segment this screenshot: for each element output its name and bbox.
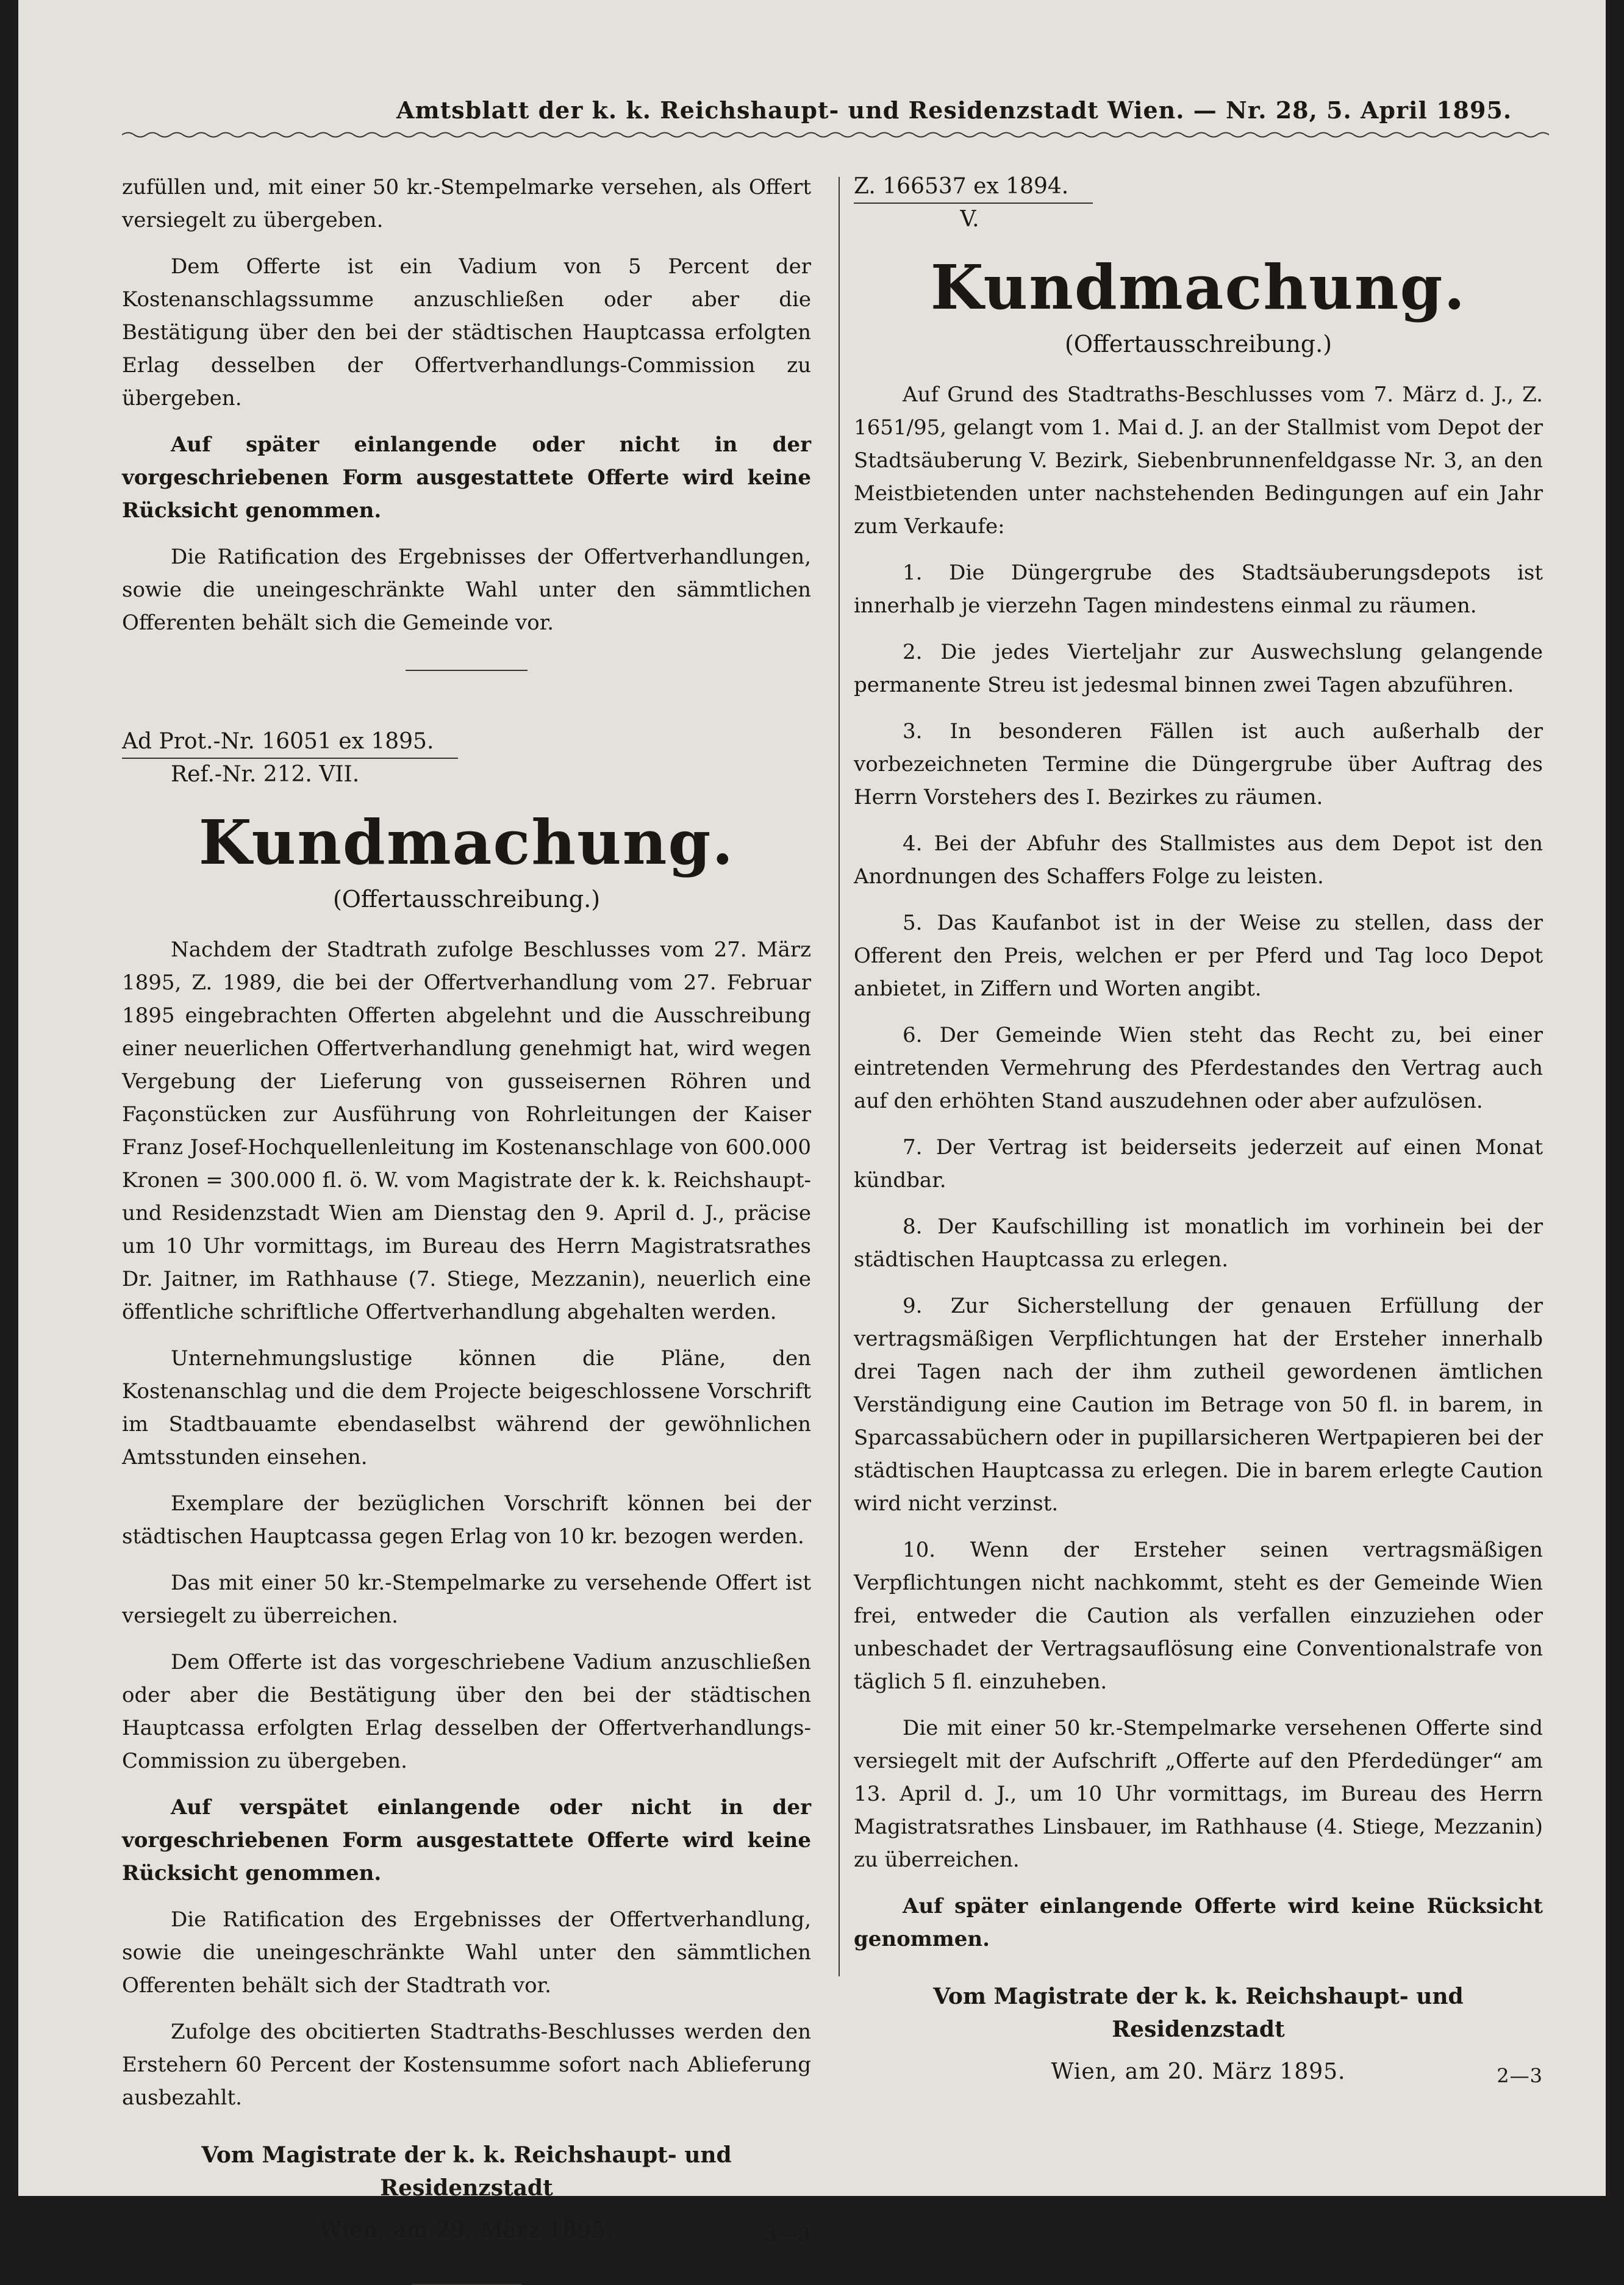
condition-item: 9. Zur Sicherstellung der genauen Erfüllung der vertragsmäßigen Verpflichtungen hat der Ersteher innerhalb drei Tagen nach der ihm zutheil gewordenen ämtlichen Verständigung eine Caution im Betrage von 50 fl. in barem, in Sparcassabüchern oder in pupillarsicheren Wertpapieren bei der städtischen Hauptcassa zu erlegen. Die in barem erlegte Caution wird nicht verzinst. <box>854 1294 1543 1516</box>
right-reference-number <box>854 171 1543 204</box>
page-header: Amtsblatt der k. k. Reichshaupt- und Residenzstadt Wien. — Nr. 28, 5. April 1895. <box>396 96 1512 124</box>
right-date-line <box>854 2056 1543 2089</box>
right-late-paragraph: Auf später einlangende Offerte wird keine Rücksicht genommen. <box>854 1894 1543 1951</box>
left-paragraph-5: Dem Offerte ist das vorgeschriebene Vadium anzuschließen oder aber die Bestätigung über den bei der städtischen Hauptcassa erfolgten Erlag desselben der Offertverhandlungs-Commission zu übergeben. <box>122 1650 811 1773</box>
condition-item: 3. In besonderen Fällen ist auch außerhalb der vorbezeichneten Termine die Düngergrube über Auftrag des Herrn Vorstehers des I. Bezirkes zu räumen. <box>854 719 1543 809</box>
left-cont-paragraph-1: zufüllen und, mit einer 50 kr.-Stempelmarke versehen, als Offert versiegelt zu übergeben. <box>122 175 811 232</box>
left-notice-subtitle: (Offertausschreibung.) <box>332 886 601 913</box>
left-reference-secondary: Ref.-Nr. 212. VII. <box>171 762 360 787</box>
left-paragraph-1: Nachdem der Stadtrath zufolge Beschlusses vom 27. März 1895, Z. 1989, die bei der Offertverhandlung vom 27. Februar 1895 eingebrachten Offerten abgelehnt und die Ausschreibung einer neuerlichen Offertverhandlung genehmigt hat, wird wegen Vergebung der Lieferung von gusseisernen Röhren und Façonstücken zur Ausführung von Rohrleitungen der Kaiser Franz Josef-Hochquellenleitung im Kostenanschlage von 600.000 Kronen = 300.000 fl. ö. W. vom Magistrate der k. k. Reichshaupt- und Residenzstadt Wien am Dienstag den 9. April d. J., präcise um 10 Uhr vormittags, im Bureau des Herrn Magistratsrathes Dr. Jaitner, im Rathhause (7. Stiege, Mezzanin), neuerlich eine öffentliche schriftliche Offertverhandlung abgehalten werden. <box>122 938 811 1324</box>
left-signature: Vom Magistrate der k. k. Reichshaupt- und Residenzstadt <box>201 2142 732 2201</box>
condition-item: 5. Das Kaufanbot ist in der Weise zu stellen, dass der Offerent den Preis, welchen er per Pferd und Tag loco Depot anbietet, in Ziffern und Worten angibt. <box>854 911 1543 1001</box>
left-cont-paragraph-2: Dem Offerte ist ein Vadium von 5 Percent der Kostenanschlagssumme anzuschließen oder aber die Bestätigung über den bei der städtischen Hauptcassa erfolgten Erlag desselben der Offertverhandlungs-Commission zu übergeben. <box>122 254 811 411</box>
left-paragraph-2: Unternehmungslustige können die Pläne, den Kostenanschlag und die dem Projecte beigeschlossene Vorschrift im Stadtbauamte ebendaselbst während der gewöhnlichen Amtsstunden einsehen. <box>122 1346 811 1469</box>
left-paragraph-4: Das mit einer 50 kr.-Stempelmarke zu versehende Offert ist versiegelt zu überreichen. <box>122 1571 811 1628</box>
right-notice-title: Kundmachung. <box>930 251 1467 323</box>
right-reference-secondary: V. <box>960 207 979 232</box>
left-cont-paragraph-3: Auf später einlangende oder nicht in der vorgeschriebenen Form ausgestattete Offerte wird keine Rücksicht genommen. <box>122 432 811 523</box>
left-paragraph-6: Auf verspätet einlangende oder nicht in der vorgeschriebenen Form ausgestattete Offerte wird keine Rücksicht genommen. <box>122 1795 811 1885</box>
right-issue-count: 2—3 <box>1497 2064 1543 2087</box>
right-intro-paragraph: Auf Grund des Stadtraths-Beschlusses vom 7. März d. J., Z. 1651/95, gelangt vom 1. Mai d. J. an der Stallmist vom Depot der Stadtsäuberung V. Bezirk, Siebenbrunnenfeldgasse Nr. 3, an den Meistbietenden unter nachstehenden Bedingungen auf ein Jahr zum Verkaufe: <box>854 382 1543 539</box>
left-notice-title: Kundmachung. <box>198 806 735 878</box>
condition-item: 10. Wenn der Ersteher seinen vertragsmäßigen Verpflichtungen nicht nachkommt, steht es der Gemeinde Wien frei, entweder die Caution als verfallen einzuziehen oder unbeschadet der Vertragsauflösung eine Conventionalstrafe von täglich 5 fl. einzuheben. <box>854 1538 1543 1694</box>
right-reference-text: Z. 166537 ex 1894. <box>854 171 1093 204</box>
column-divider <box>839 177 840 1976</box>
condition-item: 8. Der Kaufschilling ist monatlich im vorhinein bei der städtischen Hauptcassa zu erlegen. <box>854 1214 1543 1272</box>
left-reference-number <box>122 726 811 759</box>
right-submission-paragraph: Die mit einer 50 kr.-Stempelmarke versehenen Offerte sind versiegelt mit der Aufschrift „Offerte auf den Pferdedünger“ am 13. April d. J., um 10 Uhr vormittags, im Bureau des Herrn Magistratsrathes Linsbauer, im Rathhause (4. Stiege, Mezzanin) zu überreichen. <box>854 1716 1543 1872</box>
left-cont-paragraph-4: Die Ratification des Ergebnisses der Offertverhandlungen, sowie die uneingeschränkte Wahl unter den sämmtlichen Offerenten behält sich die Gemeinde vor. <box>122 545 811 635</box>
condition-item: 6. Der Gemeinde Wien steht das Recht zu, bei einer eintretenden Vermehrung des Pferdestandes den Vertrag auch auf den erhöhten Stand auszudehnen oder aber aufzulösen. <box>854 1023 1543 1113</box>
left-date-line <box>122 2214 811 2247</box>
left-issue-count: 3—3 <box>765 2223 811 2246</box>
left-paragraph-8: Zufolge des obcitierten Stadtraths-Beschlusses werden den Erstehern 60 Percent der Kostensumme sofort nach Ablieferung ausbezahlt. <box>122 2020 811 2110</box>
right-date: Wien, am 20. März 1895. <box>1051 2059 1346 2084</box>
left-paragraph-3: Exemplare der bezüglichen Vorschrift können bei der städtischen Hauptcassa gegen Erlag von 10 kr. bezogen werden. <box>122 1491 811 1549</box>
newspaper-page <box>18 0 1606 2246</box>
left-date: Wien, am 29. März 1895. <box>319 2218 614 2243</box>
right-signature: Vom Magistrate der k. k. Reichshaupt- und Residenzstadt <box>933 1984 1464 2042</box>
left-reference-text: Ad Prot.-Nr. 16051 ex 1895. <box>122 726 458 759</box>
right-column <box>854 171 1543 2089</box>
condition-item: 2. Die jedes Vierteljahr zur Auswechslung gelangende permanente Streu ist jedesmal binnen zwei Tagen abzuführen. <box>854 640 1543 697</box>
condition-item: 7. Der Vertrag ist beiderseits jederzeit auf einen Monat kündbar. <box>854 1135 1543 1193</box>
conditions-list <box>854 556 1543 1698</box>
left-column <box>122 171 811 2285</box>
section-separator <box>406 670 528 671</box>
condition-item: 1. Die Düngergrube des Stadtsäuberungsdepots ist innerhalb je vierzehn Tagen mindestens einmal zu räumen. <box>854 561 1543 618</box>
right-notice-subtitle: (Offertausschreibung.) <box>1064 331 1332 357</box>
condition-item: 4. Bei der Abfuhr des Stallmistes aus dem Depot ist den Anordnungen des Schaffers Folge zu leisten. <box>854 831 1543 889</box>
left-paragraph-7: Die Ratification des Ergebnisses der Offertverhandlung, sowie die uneingeschränkte Wahl unter den sämmtlichen Offerenten behält sich der Stadtrath vor. <box>122 1907 811 1998</box>
header-wavy-rule <box>122 129 1549 140</box>
